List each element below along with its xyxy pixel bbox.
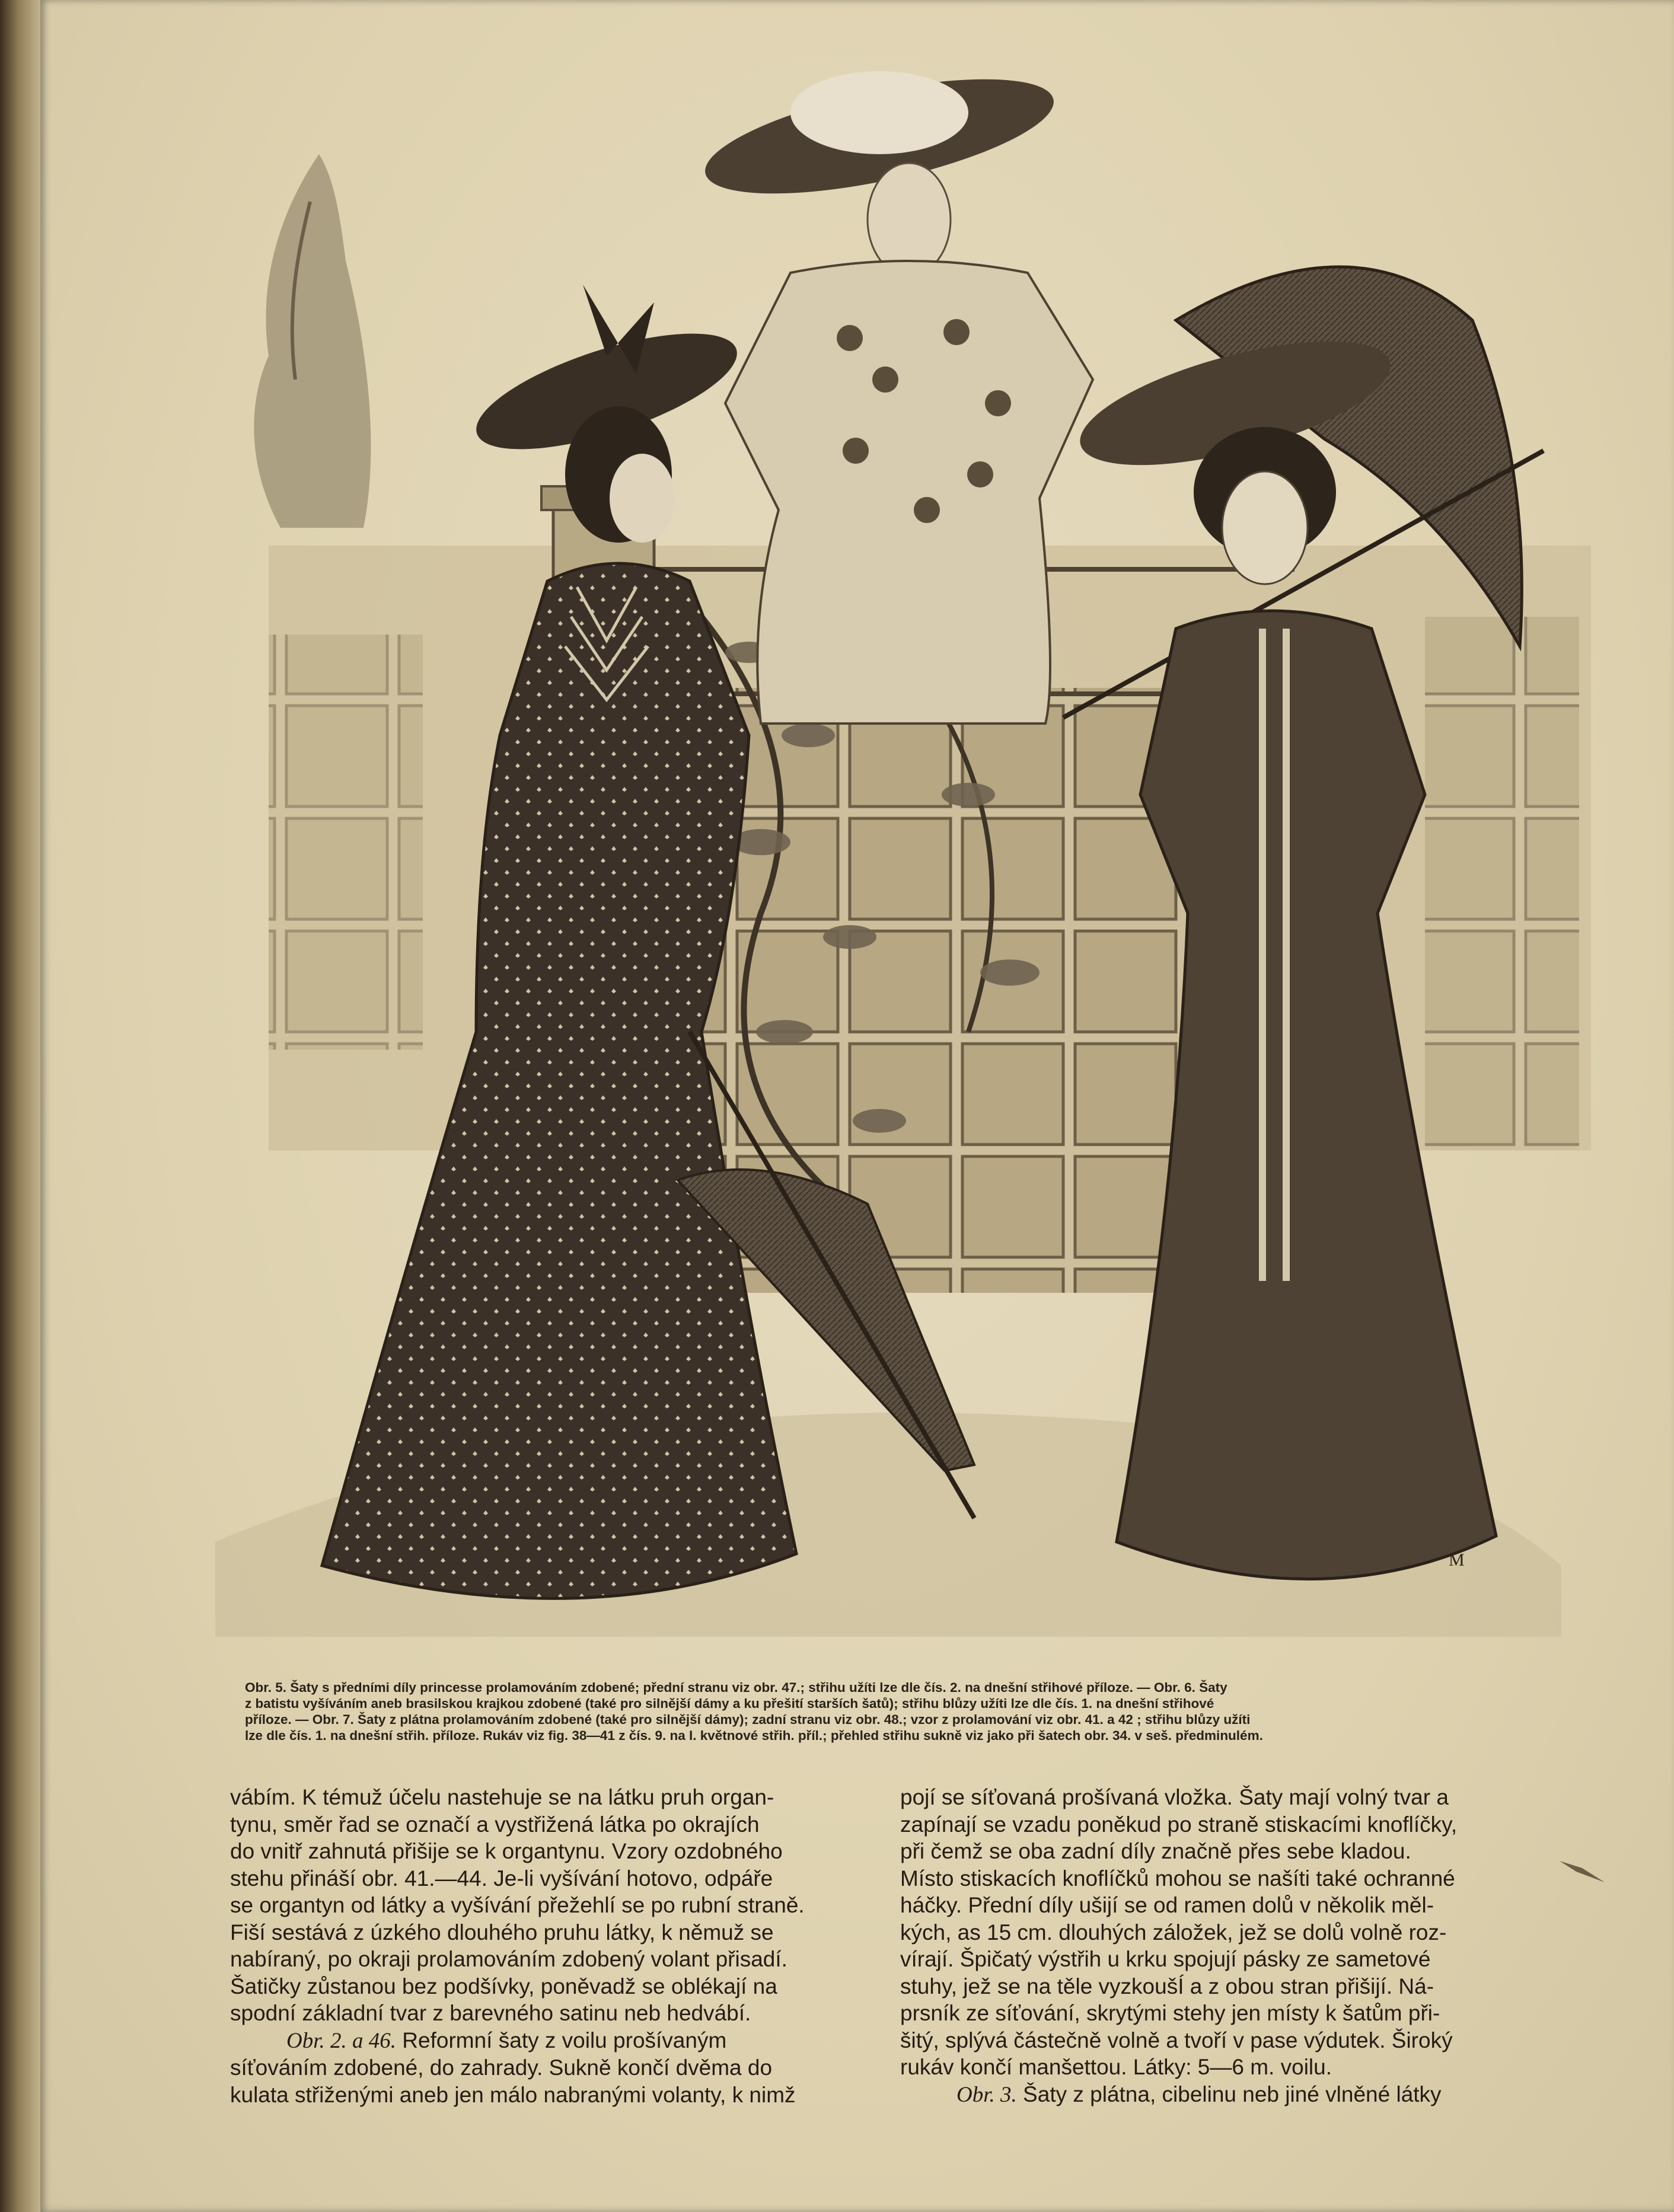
text-line: šitý, splývá částečně volně a tvoří v pase výdutek. Široký — [900, 2028, 1453, 2052]
text-line: zapínají se vzadu poněkud po straně stiskacími knoflíčky, — [900, 1812, 1458, 1837]
text-fragment: Šaty z plátna, cibelinu neb jiné vlněné látky — [1016, 2082, 1442, 2106]
caption-line: příloze. — Obr. 7. Šaty z plátna prolamováním zdobené (také pro silnější dámy); zadní stranu viz obr. 48.; vzor z prolamování viz obr. 41. a 42 ; střihu blůzy užíti — [245, 1712, 1251, 1727]
book-gutter — [0, 0, 40, 2212]
text-line: kulata střiženými aneb jen málo nabranými volanty, k nimž — [230, 2082, 796, 2107]
text-fragment: Reformní šaty z voilu prošívaným — [396, 2028, 727, 2052]
paragraph-start — [900, 2081, 1535, 2109]
text-line: síťováním zdobené, do zahrady. Sukně končí dvěma do — [230, 2055, 773, 2080]
text-line: stehu přináší obr. 41.—44. Je-li vyšívání hotovo, odpáře — [230, 1866, 773, 1891]
left-text-column — [230, 1784, 879, 2108]
text-line: rukáv končí manšettou. Látky: 5—6 m. voilu. — [900, 2055, 1332, 2079]
text-line: háčky. Přední díly ušijí se od ramen dolů v několik měl- — [900, 1893, 1434, 1917]
text-line: Fiší sestává z úzkého dlouhého pruhu látky, k němuž se — [230, 1920, 774, 1945]
text-line: prsník ze síťování, skrytými stehy jen místy k šatům při- — [900, 2001, 1440, 2025]
text-line: Místo stiskacích knoflíčků mohou se našíti také ochranné — [900, 1866, 1455, 1891]
tree-drawing — [254, 154, 371, 528]
text-line: kých, as 15 cm. dlouhých záložek, jež se dolů volně roz- — [900, 1920, 1447, 1945]
caption-line: Obr. 5. Šaty s předními díly princesse prolamováním zdobené; přední stranu viz obr. 47.; střihu užíti lze dle čís. 2. na dnešní střihové příloze. — Obr. 6. Šaty — [245, 1680, 1227, 1695]
ink-smudge-mark — [1558, 1856, 1606, 1886]
text-line: vábím. K témuž účelu nastehuje se na látku pruh organ- — [230, 1785, 774, 1809]
right-text-column — [900, 1784, 1535, 2108]
text-line: stuhy, jež se na těle vyzkoušÍ a z obou stran přišijí. Ná- — [900, 1974, 1434, 1999]
artist-monogram: M — [1449, 1550, 1465, 1570]
text-line: nabíraný, po okraji prolamováním zdobený volant přisadí. — [230, 1947, 787, 1971]
figure-reference: Obr. 2. a 46. — [286, 2028, 397, 2053]
caption-line: lze dle čís. 1. na dnešní střih. příloze. Rukáv viz fig. 38—41 z čís. 9. na I. květnové střih. příl.; přehled střihu sukně viz jako při šatech obr. 34. v seš. předminulém. — [245, 1728, 1263, 1743]
page — [40, 0, 1674, 2212]
text-line: pojí se síťovaná prošívaná vložka. Šaty mají volný tvar a — [900, 1785, 1449, 1809]
fashion-plate-illustration — [168, 24, 1591, 1660]
text-line: se organtyn od látky a vyšívání přežehlí se po rubní straně. — [230, 1893, 805, 1917]
figure-reference: Obr. 3. — [956, 2082, 1017, 2107]
text-line: spodní základní tvar z barevného satinu neb hedvábí. — [230, 2001, 751, 2025]
text-line: při čemž se oba zadní díly značně přes sebe kladou. — [900, 1839, 1411, 1863]
figure-caption — [245, 1679, 1520, 1744]
text-line: do vnitř zahnutá přišije se k organtynu. Vzory ozdobného — [230, 1839, 783, 1863]
caption-line: z batistu vyšíváním aneb brasilskou krajkou zdobené (také pro silnější dámy a ku přešití starších šatů); střihu blůzy užíti lze dle čís. 1. na dnešní střihové — [245, 1696, 1214, 1711]
text-line: vírají. Špičatý výstřih u krku spojují pásky ze sametové — [900, 1947, 1431, 1971]
text-line: Šatičky zůstanou bez podšívky, poněvadž se oblékají na — [230, 1974, 777, 1999]
text-line: tynu, směr řad se označí a vystřižená látka po okrajích — [230, 1812, 760, 1837]
paragraph-start — [230, 2027, 879, 2055]
